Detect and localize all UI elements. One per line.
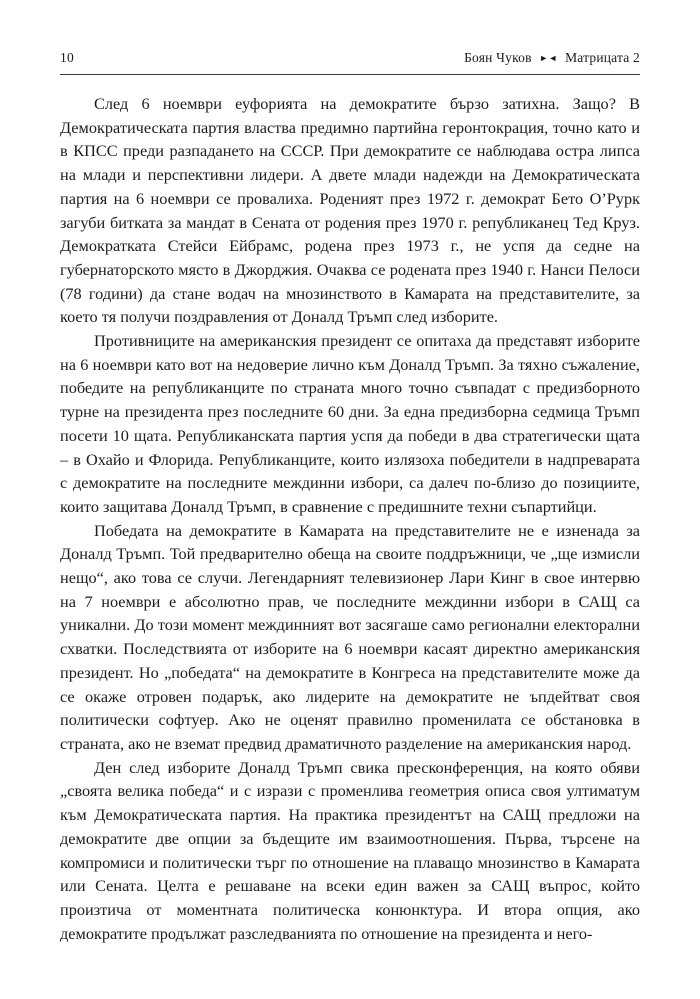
running-header — [60, 50, 640, 72]
running-title — [464, 50, 640, 66]
body-text — [60, 92, 640, 945]
author-name: Боян Чуков — [464, 50, 532, 65]
paragraph: Ден след изборите Доналд Тръмп свика пресконференция, на която обяви „своята велика победа“ и с изрази с променлива геометрия описа своя ултиматум към Демократическата партия. На практика президентът на САЩ предложи на демократите две опции за бъдещите им взаимоотношения. Първа, търсене на компромиси и политически търг по отношение на плаващо мнозинство в Камарата или Сената. Целта е решаване на всеки един важен за САЩ въпрос, който произтича от моментната политическа конюнктура. И втора опция, ако демократите продължат разследванията по отношение на президента и него- — [60, 757, 640, 943]
paragraph: Победата на демократите в Камарата на представителите не е изненада за Доналд Тръмп. Той предварително обеща на своите поддръжници, че „ще измисли нещо“, ако това се случи. Легендарният телевизионер Лари Кинг в свое интервю на 7 ноември е абсолютно прав, че последните междинни избори в САЩ са уникални. До този момент междинният вот засягаше само регионални електорални схватки. Последствията от изборите на 6 ноември касаят директно американския президент. Но „победата“ на демократите в Конгреса на представителите може да се окаже отровен подарък, ако лидерите на демократите не ъпдейтват своя политически софтуер. Ако не оценят правилно променилата се обстановка в страната, ако не вземат предвид драматичното разделение на американския народ. — [60, 520, 640, 753]
page-number: 10 — [60, 50, 74, 65]
book-title: Матрицата 2 — [565, 50, 640, 65]
header-rule — [60, 74, 640, 75]
ornament-separator-icon: ►◄ — [539, 53, 558, 63]
paragraph: Противниците на американския президент се опитаха да представят изборите на 6 ноември като вот на недоверие лично към Доналд Тръмп. За тяхно съжаление, победите на републиканците по страната много точно съвпадат с предизборното турне на президента през последните 60 дни. За една предизборна седмица Тръмп посети 10 щата. Републиканската партия успя да победи в два стратегически щата – в Охайо и Флорида. Републиканците, които излязоха победители в надпреварата с демократите на последните междинни избори, са далеч по-близо до позициите, които защитава Доналд Тръмп, в сравнение с предишните техни съпартийци. — [60, 331, 640, 516]
paragraph: След 6 ноември еуфорията на демократите бързо затихна. Защо? В Демократическата партия властва предимно партийна геронтокрация, точно като и в КПСС преди разпадането на СССР. При демократите се наблюдава остра липса на млади и перспективни лидери. А двете млади надежди на Демократическата партия на 6 ноември се провалиха. Роденият през 1972 г. демократ Бето О’Рурк загуби битката за мандат в Сената от родения през 1970 г. републиканец Тед Круз. Демократката Стейси Ейбрамс, родена през 1973 г., не успя да седне на губернаторското място в Джорджия. Очаква се родената през 1940 г. Нанси Пелоси (78 години) да стане водач на мнозинството в Камарата на представителите, за което тя получи поздравления от Доналд Тръмп след изборите. — [60, 94, 640, 327]
